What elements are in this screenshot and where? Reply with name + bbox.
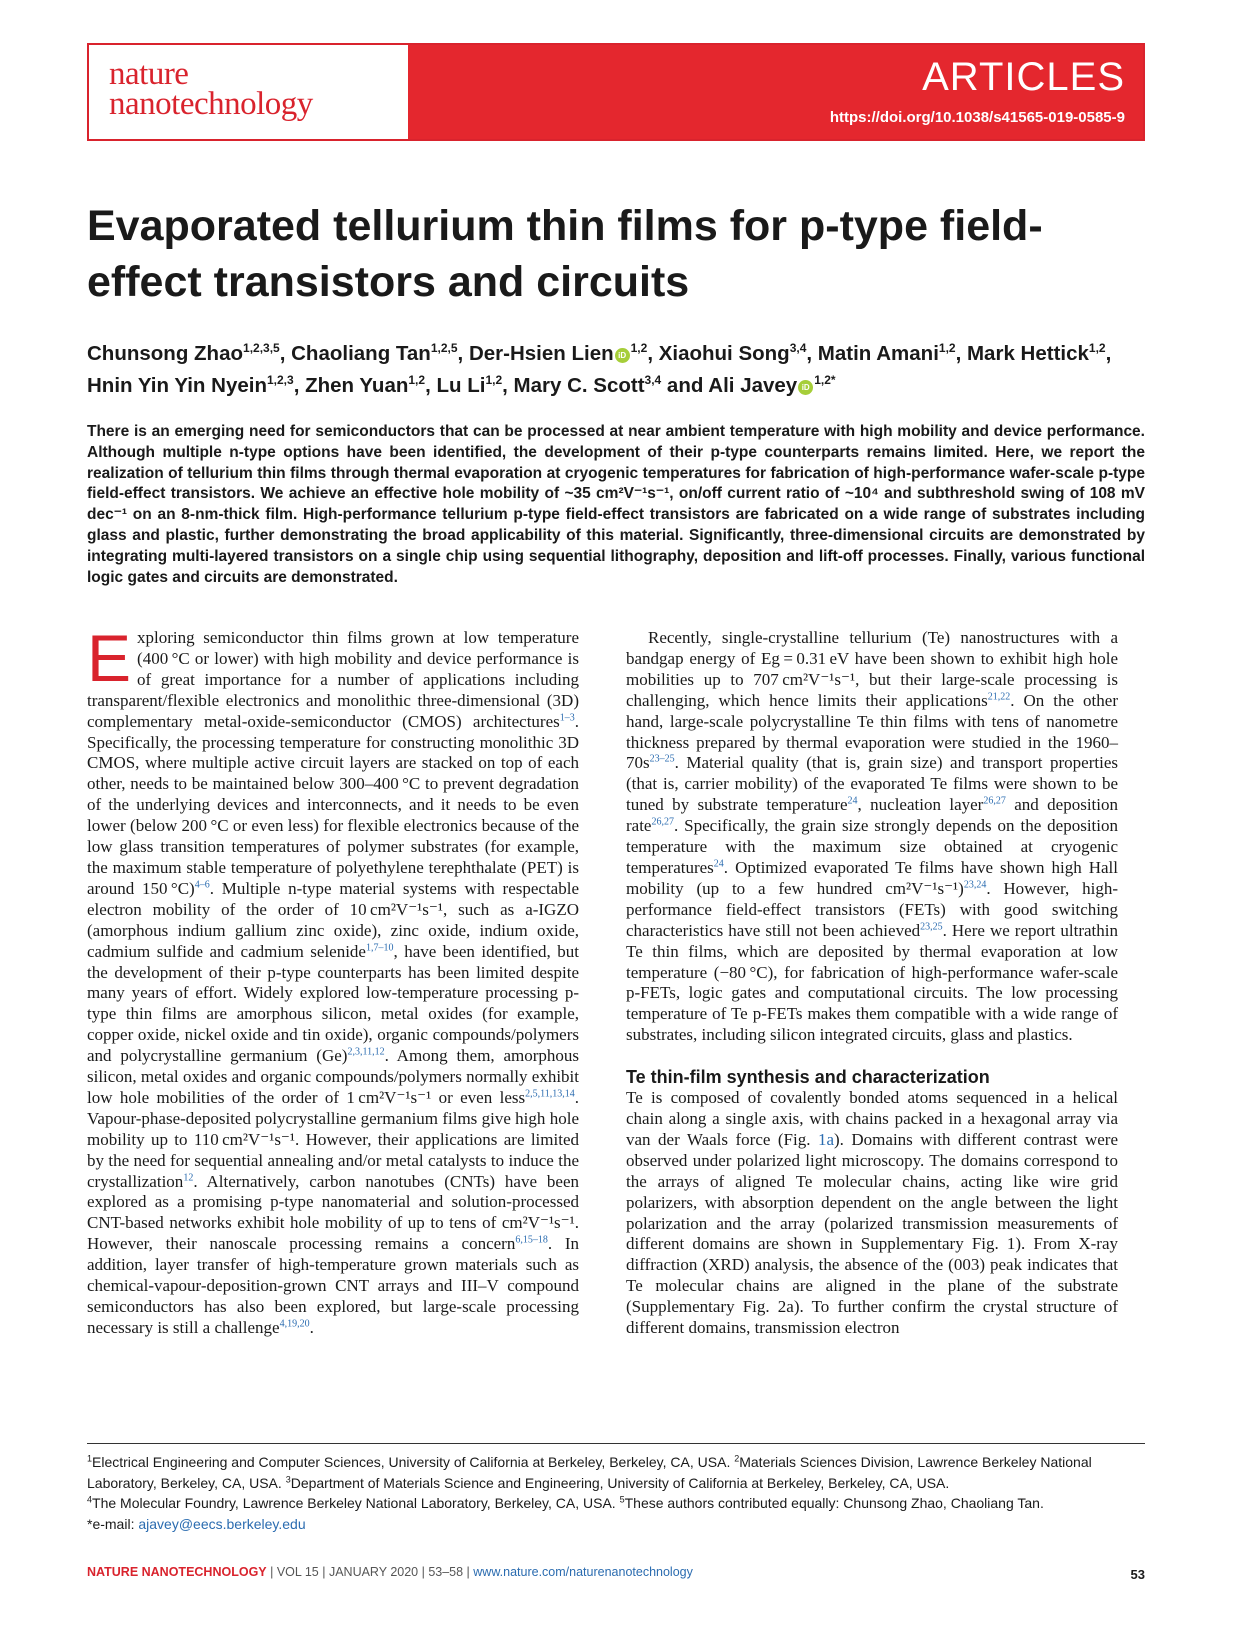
- citation-ref[interactable]: 1–3: [559, 711, 575, 723]
- author-list: Chunsong Zhao$^{1,2,3,5}$, Chaoliang Tan$^{1,2,5}$, Der-Hsien Lien iD$^{1,2}$, Xiaohui Song$^{3,4}$, Matin Amani$^{1,2}$, Mark Hettick$^{1,2}$, Hnin Yin Yin Nyein$^{1,2,3}$, Zhen Yuan$^{1,2}$, Lu Li$^{1,2}$, Mary C. Scott$^{3,4}$ and Ali Javey $iD^{1,2*}$: [87, 341, 1112, 397]
- email-label: *e-mail:: [87, 1515, 139, 1532]
- author-affiliation: 1,2,3: [266, 373, 294, 388]
- affiliation-1: Electrical Engineering and Computer Sciences, University of California at Berkeley, Berkeley, CA, USA.: [92, 1454, 735, 1470]
- author-affiliation: 1,2: [408, 373, 426, 388]
- author-name: Ali Javey: [708, 374, 798, 397]
- author-affiliation: 1,2,5: [430, 341, 458, 356]
- affiliation-2: Materials Sciences Division, Lawrence Berkeley National Laboratory, Berkeley, CA, USA.: [87, 1454, 1092, 1491]
- affiliation-5: These authors contributed equally: Chunsong Zhao, Chaoliang Tan.: [624, 1495, 1044, 1511]
- author-name: Mark Hettick: [966, 342, 1089, 365]
- citation-ref[interactable]: 1,7–10: [365, 941, 394, 953]
- body-paragraph: Recently, single-crystalline tellurium (Te) nanostructures with a bandgap energy of Eg = 0.31 eV have been shown to exhibit high hole mobilities up to 707 cm²V⁻¹s⁻¹, but their large-scale processing is challenging, which hence limits their applications$^{21,22}$. On the other hand, large-scale polycrystalline Te thin films with tens of nanometre thickness prepared by thermal evaporation were studied in the 1960–70s$^{23-25}$. Material quality (that is, grain size) and transport properties (that is, carrier mobility) of the evaporated Te films were shown to be tuned by substrate temperature$^{24}$, nucleation layer$^{26,27}$ and deposition rate$^{26,27}$. Specifically, the grain size strongly depends on the deposition temperature with the maximum size obtained at cryogenic temperatures$^{24}$. Optimized evaporated Te films have shown high Hall mobility (up to a few hundred cm²V⁻¹s⁻¹)$^{23,24}$. However, high-performance field-effect transistors (FETs) with good switching characteristics have still not been achieved$^{23,25}$. Here we report ultrathin Te thin films, which are deposited by thermal evaporation at low temperature (−80 °C), for fabrication of high-performance wafer-scale p-FETs, logic gates and computational circuits. The low processing temperature of Te p-FETs makes them compatible with a wide range of substrates, including silicon integrated circuits, glass and plastics.: [626, 628, 1118, 1045]
- author-name: Chaoliang Tan: [291, 342, 431, 365]
- journal-name-line1: nature: [109, 56, 189, 92]
- author-affiliation: 3,4: [789, 341, 807, 356]
- affiliation-3: Department of Materials Science and Engineering, University of California at Berkeley, Berkeley, CA, USA.: [290, 1474, 950, 1491]
- citation-ref[interactable]: 4,19,20: [279, 1318, 310, 1330]
- citation-ref[interactable]: 12: [183, 1171, 194, 1183]
- citation-ref[interactable]: 2,3,11,12: [347, 1046, 385, 1058]
- paper-title: Evaporated tellurium thin films for p-type field-effect transistors and circuits: [87, 202, 1043, 306]
- affiliation-marker: 4: [87, 1494, 93, 1505]
- citation-ref[interactable]: 23,25: [920, 921, 943, 933]
- journal-name-line2: nanotechnology: [109, 86, 313, 122]
- citation-ref[interactable]: 24: [847, 795, 858, 807]
- article-type-panel: [408, 45, 1143, 139]
- author-affiliation: 1,2: [938, 341, 956, 356]
- citation-ref[interactable]: 2,5,11,13,14: [525, 1088, 575, 1100]
- citation-ref[interactable]: 23–25: [649, 753, 675, 765]
- author-affiliation: 1,2,3,5: [243, 341, 280, 356]
- author-name: Xiaohui Song: [658, 342, 790, 365]
- citation-ref[interactable]: 24: [713, 858, 724, 870]
- journal-banner: [87, 43, 1145, 141]
- author-name: Chunsong Zhao: [87, 342, 244, 365]
- author-name: Lu Li: [436, 374, 486, 397]
- footer-journal: NATURE NANOTECHNOLOGY: [87, 1565, 267, 1579]
- affiliation-marker: 1: [87, 1453, 93, 1464]
- author-affiliation: 1,2: [485, 373, 503, 388]
- drop-cap: E: [87, 621, 132, 695]
- doi-link[interactable]: https://doi.org/10.1038/s41565-019-0585-9: [829, 109, 1125, 126]
- author-affiliation: 1,2: [630, 341, 648, 356]
- abstract: There is an emerging need for semiconductors that can be processed at near ambient temperature with high mobility and device performance. Although multiple n-type options have been identified, the development of their p-type counterparts remains limited. Here, we report the realization of tellurium thin films through thermal evaporation at cryogenic temperatures for fabrication of high-performance wafer-scale p-type field-effect transistors. We achieve an effective hole mobility of ~35 cm²V⁻¹s⁻¹, on/off current ratio of ~10⁴ and subthreshold swing of 108 mV dec⁻¹ on an 8-nm-thick film. High-performance tellurium p-type field-effect transistors are fabricated on a wide range of substrates including glass and plastic, further demonstrating the broad applicability of this material. Significantly, three-dimensional circuits are demonstrated by integrating multi-layered transistors on a single chip using sequential lithography, deposition and lift-off processes. Finally, various functional logic gates and circuits are demonstrated.: [87, 423, 1145, 586]
- author-name: Matin Amani: [817, 342, 939, 365]
- author-affiliation: 1,2: [1088, 341, 1106, 356]
- affiliation-4: The Molecular Foundry, Lawrence Berkeley National Laboratory, Berkeley, CA, USA.: [92, 1495, 620, 1511]
- right-column: [626, 628, 1118, 1339]
- body-paragraph: Te is composed of covalently bonded atoms sequenced in a helical chain along a single axis, with chains packed in a hexagonal array via van der Waals force (Fig. 1a). Domains with different contrast were observed under polarized light microscopy. The domains correspond to the arrays of aligned Te molecular chains, acting like wire grid polarizers, with absorption dependent on the angle between the light polarization and the array (polarized transmission measurements of different domains are shown in Supplementary Fig. 1). From X-ray diffraction (XRD) analysis, the absence of the (003) peak indicates that Te molecular chains are aligned in the plane of the substrate (Supplementary Fig. 2a). To further confirm the crystal structure of different domains, transmission electron: [626, 1088, 1118, 1338]
- citation-ref[interactable]: 26,27: [983, 795, 1006, 807]
- journal-logo[interactable]: [89, 45, 409, 139]
- affiliation-marker: 3: [285, 1473, 291, 1484]
- affiliation-marker: 2: [734, 1453, 740, 1464]
- footer-website-link[interactable]: www.nature.com/naturenanotechnology: [473, 1565, 693, 1579]
- footnote-divider: [87, 1443, 1145, 1444]
- section-heading: Te thin-film synthesis and characterization: [626, 1067, 990, 1088]
- article-type: ARTICLES: [922, 55, 1125, 99]
- citation-ref[interactable]: 26,27: [651, 816, 674, 828]
- figure-ref[interactable]: 1a: [817, 1129, 835, 1149]
- affiliation-marker: 5: [619, 1494, 625, 1505]
- citation-ref[interactable]: 23,24: [963, 879, 987, 891]
- affiliations: [87, 1452, 1145, 1534]
- page-footer: [87, 1565, 1145, 1579]
- citation-ref[interactable]: 21,22: [987, 691, 1011, 703]
- left-column: [87, 621, 579, 1339]
- page-number: 53: [1130, 1567, 1145, 1582]
- author-name: Hnin Yin Yin Nyein: [87, 374, 267, 397]
- intro-paragraph: [87, 621, 579, 1339]
- author-name: Zhen Yuan: [305, 374, 409, 397]
- orcid-icon[interactable]: iD: [798, 380, 813, 395]
- author-name: Mary C. Scott: [513, 374, 645, 397]
- citation-ref[interactable]: 6,15–18: [515, 1234, 548, 1246]
- citation-ref[interactable]: 4–6: [194, 879, 210, 891]
- intro-text: xploring semiconductor thin films grown at low temperature (400 °C or lower) with high mobility and device performance is of great importance for a number of applications including transparent/flexible electronics and monolithic three-dimensional (3D) complementary metal-oxide-semiconductor (CMOS) architectures$^{1-3}$. Specifically, the processing temperature for constructing monolithic 3D CMOS, where multiple active circuit layers are stacked on top of each other, needs to be maintained below 300–400 °C to prevent degradation of the underlying devices and interconnects, and it needs to be even lower (below 200 °C or even less) for flexible electronics because of the low glass transition temperatures of polymer substrates (for example, the maximum stable temperature of polyethylene terephthalate (PET) is around 150 °C)$^{4-6}$. Multiple n-type material systems with respectable electron mobility of the order of 10 cm²V⁻¹s⁻¹, such as a-IGZO (amorphous indium gallium zinc oxide), zinc oxide, indium oxide, cadmium sulfide and cadmium selenide$^{1,7-10}$, have been identified, but the development of their p-type counterparts has been limited despite many years of effort. Widely explored low-temperature processing p-type thin films are amorphous silicon, metal oxides (for example, copper oxide, nickel oxide and tin oxide), organic compounds/polymers and polycrystalline germanium (Ge)$^{2,3,11,12}$. Among them, amorphous silicon, metal oxides and organic compounds/polymers normally exhibit low hole mobilities of the order of 1 cm²V⁻¹s⁻¹ or even less$^{2,5,11,13,14}$. Vapour-phase-deposited polycrystalline germanium films give high hole mobility up to 110 cm²V⁻¹s⁻¹. However, their applications are limited by the need for sequential annealing and/or metal catalysts to induce the crystallization$^{12}$. Alternatively, carbon nanotubes (CNTs) have been explored as a promising p-type nanomaterial and solution-processed CNT-based networks exhibit hole mobility of up to tens of cm²V⁻¹s⁻¹. However, their nanoscale processing remains a concern$^{6,15-18}$. In addition, layer transfer of high-temperature grown materials such as chemical-vapour-deposition-grown CNT arrays and III–V compound semiconductors has also been explored, but large-scale processing necessary is still a challenge$^{4,19,20}$.: [87, 628, 579, 1337]
- orcid-icon[interactable]: iD: [615, 348, 630, 363]
- author-name: Der-Hsien Lien: [468, 342, 614, 365]
- author-affiliation: 1,2*: [814, 373, 836, 388]
- author-affiliation: 3,4: [644, 373, 662, 388]
- footer-issue: | VOL 15 | JANUARY 2020 | 53–58 |: [266, 1565, 474, 1579]
- email-link[interactable]: ajavey@eecs.berkeley.edu: [138, 1515, 306, 1532]
